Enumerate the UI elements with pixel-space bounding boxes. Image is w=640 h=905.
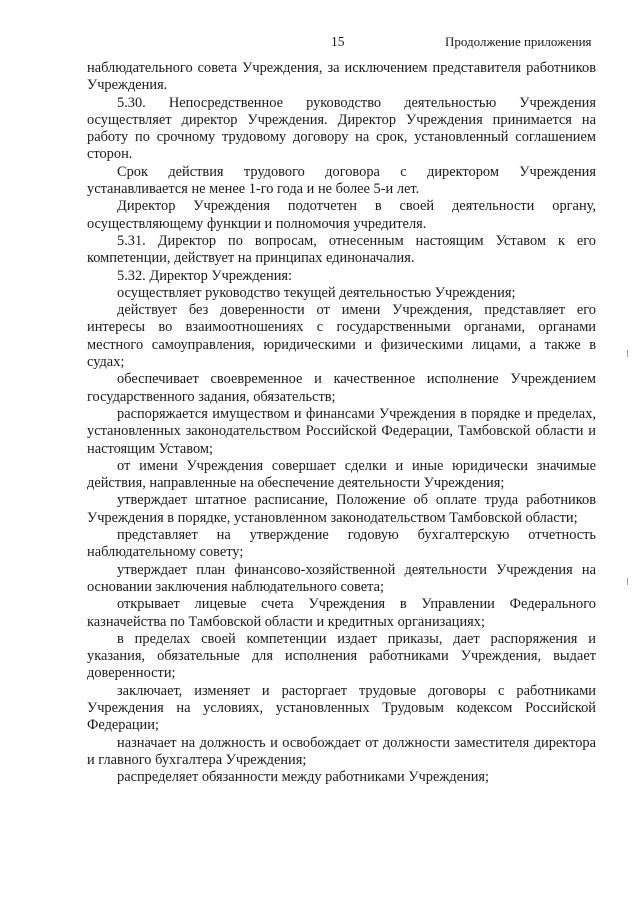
paragraph: 5.32. Директор Учреждения: <box>117 267 293 284</box>
scan-margin-mark <box>627 578 628 585</box>
list-item: обеспечивает своевременное и качественное исполнение Учреждением государственного задания, обязательств; <box>87 371 596 405</box>
list-item: утверждает штатное расписание, Положение об оплате труда работников Учреждения в порядке, установленном законодательством Тамбовской области; <box>87 492 596 526</box>
list-item: заключает, изменяет и расторгает трудовые договоры с работниками Учреждения на условиях, установленных Трудовым кодексом Российской Федерации; <box>87 682 596 734</box>
list-item: осуществляет руководство текущей деятельностью Учреждения; <box>117 284 516 301</box>
list-item: действует без доверенности от имени Учреждения, представляет его интересы во взаимоотношениях с государственными органами, органами местного самоуправления, юридическими и физическими лицами, а также в судах; <box>87 302 596 371</box>
page-number: 15 <box>331 34 345 49</box>
paragraph: 5.30. Непосредственное руководство деятельностью Учреждения осуществляет директор Учреждения. Директор Учреждения принимается на работу по срочному трудовому договору на срок, установленный соглашением сторон. <box>87 94 596 163</box>
list-item: утверждает план финансово-хозяйственной деятельности Учреждения на основании заключения наблюдательного совета; <box>87 561 596 595</box>
paragraph: Директор Учреждения подотчетен в своей деятельности органу, осуществляющему функции и полномочия учредителя. <box>87 198 596 232</box>
continuation-label: Продолжение приложения <box>445 34 592 49</box>
list-item: распоряжается имуществом и финансами Учреждения в порядке и пределах, установленных законодательством Российской Федерации, Тамбовской области и настоящим Уставом; <box>87 405 596 457</box>
list-item: представляет на утверждение годовую бухгалтерскую отчетность наблюдательному совету; <box>87 527 596 561</box>
paragraph: 5.31. Директор по вопросам, отнесенным настоящим Уставом к его компетенции, действует на принципах единоначалия. <box>87 232 596 267</box>
document-body <box>87 60 596 786</box>
list-item: в пределах своей компетенции издает приказы, дает распоряжения и указания, обязательные для исполнения работниками Учреждения, выдает доверенности; <box>87 630 596 682</box>
paragraph: наблюдательного совета Учреждения, за исключением представителя работников Учреждения. <box>87 60 596 94</box>
list-item: назначает на должность и освобождает от должности заместителя директора и главного бухгалтера Учреждения; <box>87 734 596 768</box>
list-item: от имени Учреждения совершает сделки и иные юридически значимые действия, направленные на обеспечение деятельности Учреждения; <box>87 457 596 492</box>
paragraph: Срок действия трудового договора с директором Учреждения устанавливается не менее 1-го года и не более 5-и лет. <box>87 163 596 198</box>
list-item: распределяет обязанности между работниками Учреждения; <box>117 769 490 786</box>
list-item: открывает лицевые счета Учреждения в Управлении Федерального казначейства по Тамбовской области и кредитных организациях; <box>87 596 596 630</box>
scan-margin-mark <box>627 350 628 357</box>
